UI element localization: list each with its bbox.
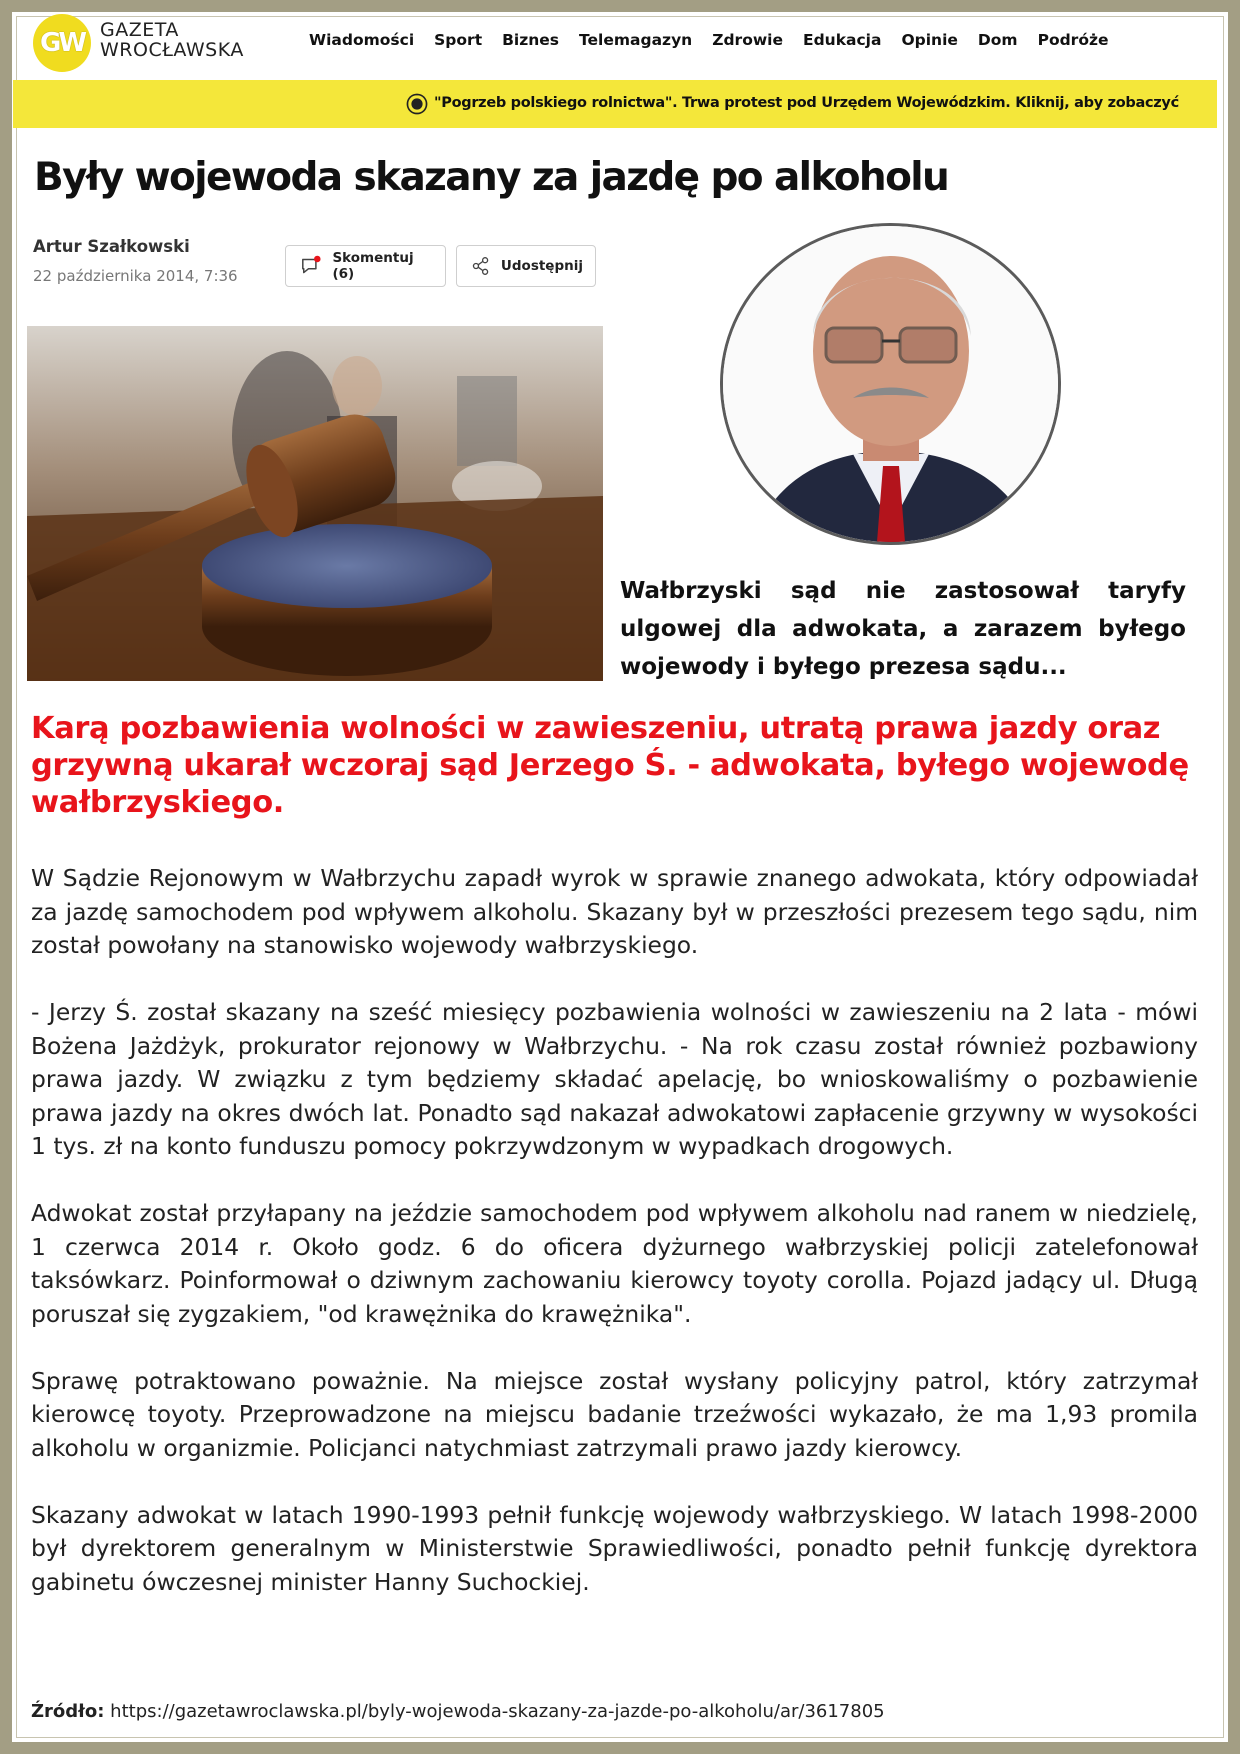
- share-icon: [471, 254, 491, 278]
- nav-item-telemagazyn[interactable]: Telemagazyn: [579, 31, 693, 49]
- article-lead-red: Karą pozbawienia wolności w zawieszeniu, utratą prawa jazdy oraz grzywną ukarał wczoraj sąd Jerzego Ś. - adwokata, byłego wojewodę wałbrzyskiego.: [31, 711, 1189, 820]
- article-lead-side: Wałbrzyski sąd nie zastosował taryfy ulgowej dla adwokata, a zarazem byłego wojewody i byłego prezesa sądu...: [620, 578, 1186, 680]
- logo-line-1: GAZETA: [100, 19, 179, 41]
- article-paragraph: Adwokat został przyłapany na jeździe samochodem pod wpływem alkoholu nad ranem w niedzielę, 1 czerwca 2014 r. Około godz. 6 do oficera dyżurnego wałbrzyskiej policji zatelefonował taksówkarz. Poinformował o dziwnym zachowaniu kierowcy toyoty corolla. Pojazd jadący ul. Długą poruszał się zygzakiem, "od krawężnika do krawężnika".: [31, 1199, 1198, 1328]
- nav-item-dom[interactable]: Dom: [977, 31, 1018, 49]
- comment-icon: [300, 254, 322, 278]
- nav-item-opinie[interactable]: Opinie: [901, 31, 958, 49]
- author-name[interactable]: Artur Szałkowski: [33, 237, 190, 256]
- portrait-photo: [720, 223, 1061, 545]
- nav-item-edukacja[interactable]: Edukacja: [803, 31, 882, 49]
- main-nav: [309, 31, 1129, 49]
- share-button[interactable]: [456, 245, 596, 287]
- comment-button-label: Skomentuj (6): [332, 250, 414, 282]
- nav-item-wiadomosci[interactable]: Wiadomości: [309, 31, 415, 49]
- logo-mark-text: GW: [39, 28, 85, 58]
- source-line: [31, 1701, 885, 1722]
- live-icon: [408, 95, 426, 113]
- nav-item-zdrowie[interactable]: Zdrowie: [712, 31, 783, 49]
- logo-line-2: WROCŁAWSKA: [100, 39, 244, 61]
- article-headline: Były wojewoda skazany za jazdę po alkoholu: [34, 155, 949, 200]
- gavel-photo: [27, 326, 603, 681]
- article-paragraph: - Jerzy Ś. został skazany na sześć miesięcy pozbawienia wolności w zawieszeniu na 2 lata - mówi Bożena Jażdżyk, prokurator rejonowy w Wałbrzychu. - Na rok czasu został również pozbawiony prawa jazdy. W związku z tym będziemy składać apelację, bo wnioskowaliśmy o pozbawienie prawa jazdy na okres dwóch lat. Ponadto sąd nakazał adwokatowi zapłacenie grzywny w wysokości 1 tys. zł na konto funduszu pomocy pokrzywdzonym w wypadkach drogowych.: [31, 998, 1198, 1160]
- logo-wordmark[interactable]: [100, 20, 244, 60]
- source-label: Źródło:: [31, 1701, 105, 1722]
- breaking-news-banner[interactable]: [13, 80, 1217, 128]
- gavel-illustration: [27, 326, 603, 681]
- portrait-illustration: [723, 226, 1058, 542]
- comment-button[interactable]: [285, 245, 446, 287]
- banner-text[interactable]: "Pogrzeb polskiego rolnictwa". Trwa protest pod Urzędem Wojewódzkim. Kliknij, aby zobaczyć: [434, 95, 1179, 111]
- article-paragraph: Sprawę potraktowano poważnie. Na miejsce został wysłany policyjny patrol, który zatrzymał kierowcę toyoty. Przeprowadzone na miejscu badanie trzeźwości wykazało, że ma 1,93 promila alkoholu w organizmie. Policjanci natychmiast zatrzymali prawo jazdy kierowcy.: [31, 1366, 1198, 1462]
- nav-item-biznes[interactable]: Biznes: [502, 31, 560, 49]
- source-url[interactable]: https://gazetawroclawska.pl/byly-wojewoda-skazany-za-jazde-po-alkoholu/ar/3617805: [110, 1701, 885, 1722]
- nav-item-sport[interactable]: Sport: [434, 31, 483, 49]
- article-body: [31, 862, 1198, 1633]
- article-paragraph: W Sądzie Rejonowym w Wałbrzychu zapadł wyrok w sprawie znanego adwokata, który odpowiadał za jazdę samochodem pod wpływem alkoholu. Skazany był w przeszłości prezesem tego sądu, nim został powołany na stanowisko wojewody wałbrzyskiego.: [31, 864, 1198, 959]
- article-paragraph: Skazany adwokat w latach 1990-1993 pełnił funkcję wojewody wałbrzyskiego. W latach 1998-2000 był dyrektorem generalnym w Ministerstwie Sprawiedliwości, ponadto pełnił funkcję dyrektora gabinetu ówczesnej minister Hanny Suchockiej.: [31, 1500, 1198, 1596]
- share-button-label: Udostępnij: [500, 258, 583, 274]
- logo-mark[interactable]: [33, 14, 91, 72]
- nav-item-podroze[interactable]: Podróże: [1037, 31, 1109, 49]
- publish-date: 22 października 2014, 7:36: [33, 267, 238, 285]
